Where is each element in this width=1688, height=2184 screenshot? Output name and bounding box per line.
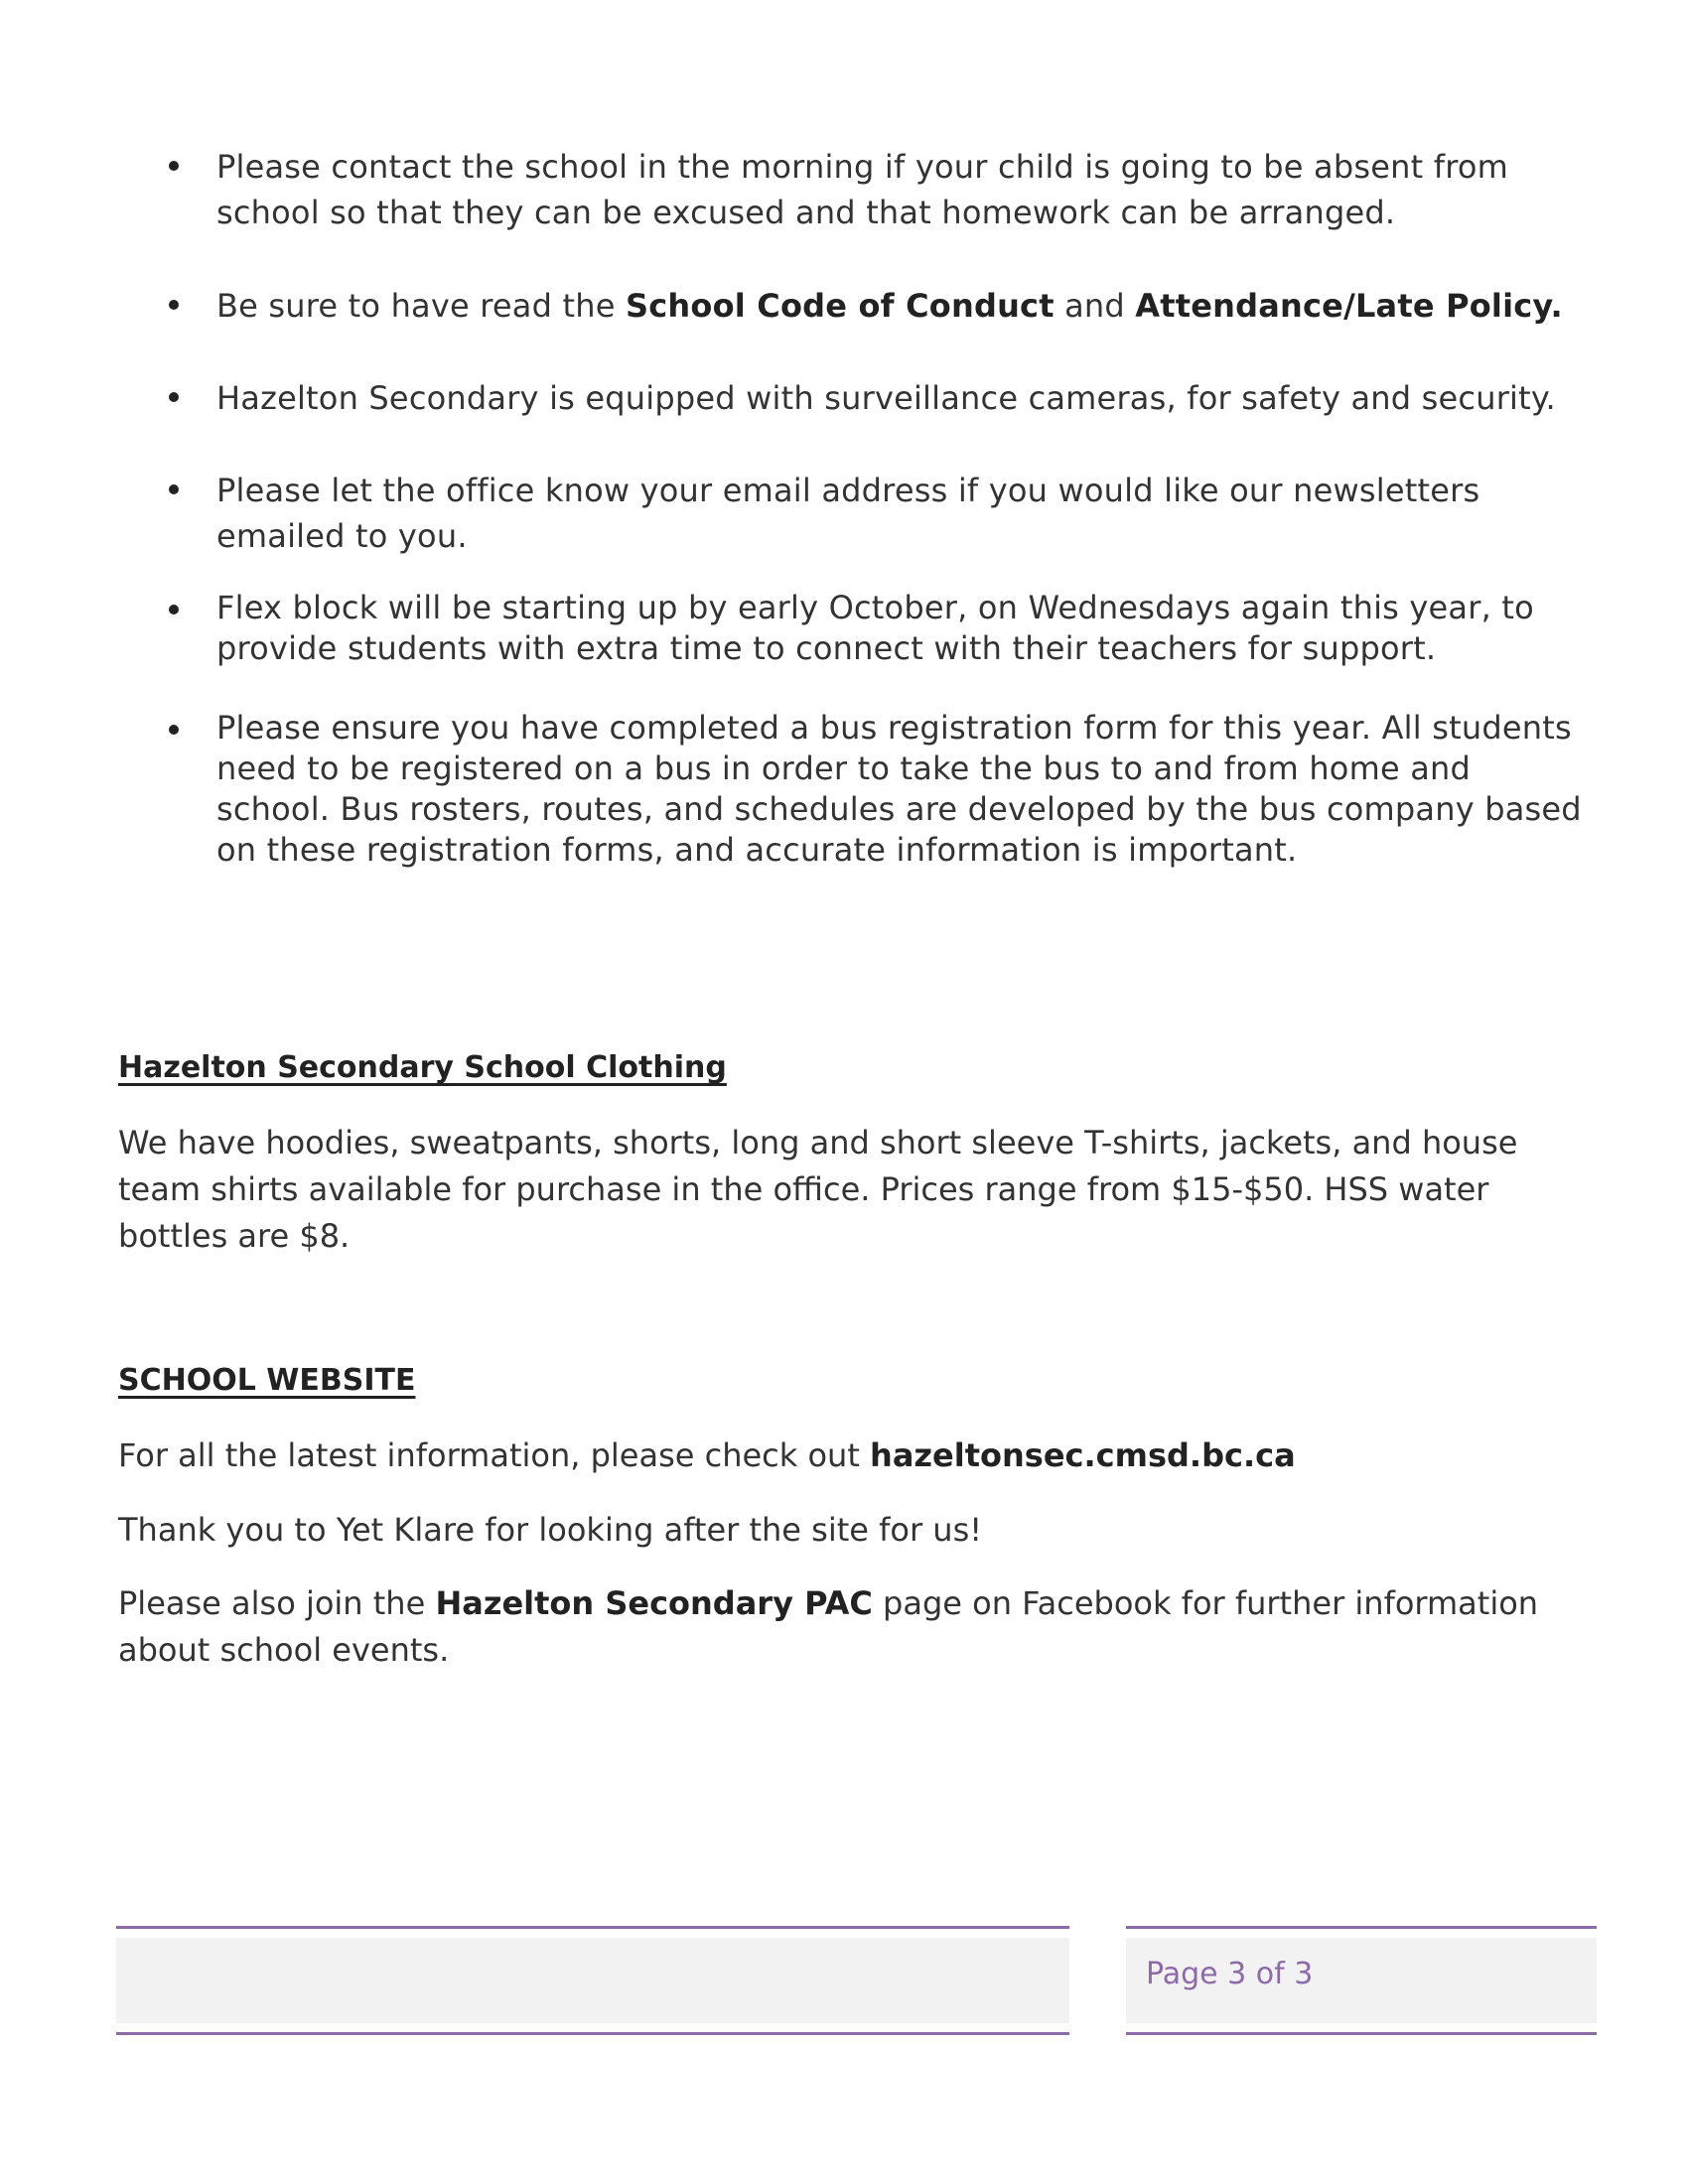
bullet-code-of-conduct xyxy=(216,283,1587,329)
bullet-text: Be sure to have read the xyxy=(216,287,626,325)
bullet-dot-icon xyxy=(169,161,179,171)
footer-right-band xyxy=(1126,1926,1597,2035)
bullet-cameras xyxy=(216,375,1587,421)
bullet-flex-block xyxy=(216,588,1587,669)
bullet-text: and xyxy=(1054,287,1136,325)
website-line-3-text: page on Facebook for further information about school events. xyxy=(118,1584,1539,1669)
bullet-text: Please ensure you have completed a bus registration form for this year. All students need to be registered on a bus in order to take the bus to and from home and school. Bus rosters, routes, and schedules are developed by the bus company based on these registration forms, and accurate information is important. xyxy=(216,709,1582,869)
bullet-dot-icon xyxy=(169,725,179,735)
website-heading: SCHOOL WEBSITE xyxy=(118,1363,416,1398)
footer-left-band xyxy=(116,1926,1069,2035)
bullet-text: Please contact the school in the morning if your child is going to be absent from school so that they can be excused and that homework can be arranged. xyxy=(216,148,1508,231)
bullet-dot-icon xyxy=(169,484,179,494)
attendance-policy-ref: Attendance/Late Policy. xyxy=(1135,287,1563,325)
website-line-1-text: For all the latest information, please check out xyxy=(118,1436,871,1474)
footer-left-fill xyxy=(116,1938,1069,2023)
bullet-absence xyxy=(216,144,1587,235)
bullet-text: Please let the office know your email address if you would like our newsletters emailed to you. xyxy=(216,472,1480,555)
bullet-bus-registration xyxy=(216,708,1587,871)
pac-page-ref: Hazelton Secondary PAC xyxy=(435,1584,873,1622)
page-number: Page 3 of 3 xyxy=(1146,1957,1314,1991)
bullet-text: Hazelton Secondary is equipped with surveillance cameras, for safety and security. xyxy=(216,379,1556,417)
website-line-2: Thank you to Yet Klare for looking after the site for us! xyxy=(118,1511,983,1549)
code-of-conduct-ref: School Code of Conduct xyxy=(625,287,1055,325)
website-line-3 xyxy=(118,1580,1548,1674)
clothing-body: We have hoodies, sweatpants, shorts, long and short sleeve T-shirts, jackets, and house team shirts available for purchase in the office. Prices range from $15-$50. HSS water bottles are $8. xyxy=(118,1124,1518,1255)
bullet-dot-icon xyxy=(169,392,179,402)
website-line-3-text: Please also join the xyxy=(118,1584,436,1622)
website-url: hazeltonsec.cmsd.bc.ca xyxy=(870,1436,1296,1474)
bullet-text: Flex block will be starting up by early October, on Wednesdays again this year, to provide students with extra time to connect with their teachers for support. xyxy=(216,589,1534,667)
bullet-email xyxy=(216,468,1507,559)
clothing-heading: Hazelton Secondary School Clothing xyxy=(118,1050,727,1085)
website-line-1 xyxy=(118,1433,1548,1479)
bullet-dot-icon xyxy=(169,605,179,614)
bullet-dot-icon xyxy=(169,300,179,310)
